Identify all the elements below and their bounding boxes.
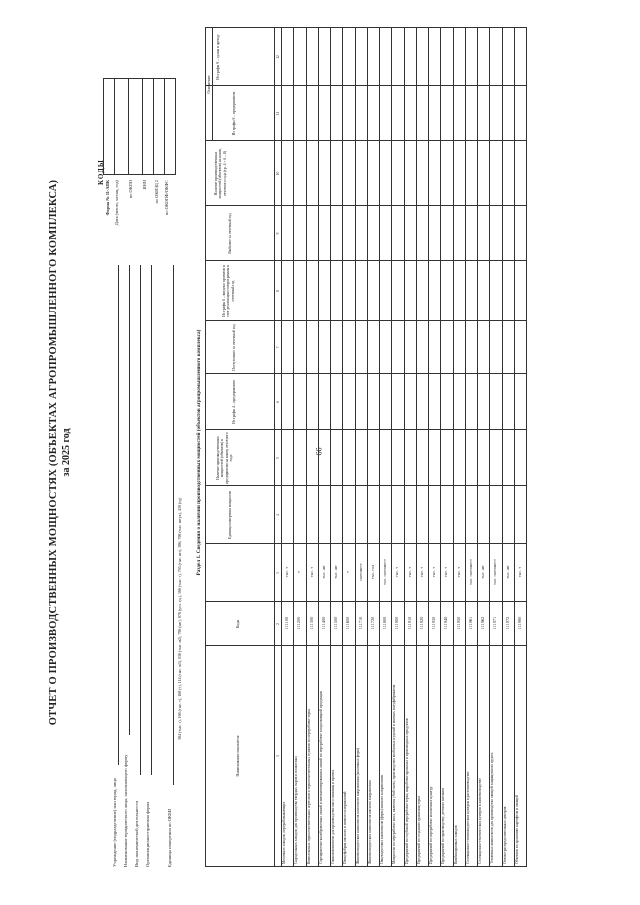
row-unit: тыс. т bbox=[443, 566, 449, 578]
header-field-line bbox=[151, 265, 152, 775]
table-row-line bbox=[391, 28, 392, 866]
table-row-line bbox=[416, 28, 417, 866]
row-code: 111800 bbox=[382, 616, 388, 630]
row-code: 111971 bbox=[492, 616, 498, 630]
row-name: Животноводческих комплексов молочного направления (молочных ферм) bbox=[355, 747, 360, 864]
column-number: 7 bbox=[276, 346, 280, 349]
codes-box-line bbox=[114, 79, 115, 174]
codes-box-line bbox=[153, 79, 154, 174]
header-field-line bbox=[118, 265, 119, 765]
column-number: 5 bbox=[276, 457, 280, 459]
table-row-line bbox=[306, 28, 307, 866]
row-code: 111910 bbox=[406, 616, 412, 630]
row-name: Комплексных зерноочистительных агрегатов и зерноочистительных пунктов по переработке зерна bbox=[306, 708, 311, 864]
table-row-line bbox=[379, 28, 380, 866]
row-unit: т bbox=[345, 571, 351, 573]
row-unit: тыс. т bbox=[308, 566, 314, 578]
row-code: 111940 bbox=[443, 616, 449, 630]
codes-box-line bbox=[128, 79, 129, 174]
row-unit: тыс. шт bbox=[504, 565, 510, 579]
row-code: 111900 bbox=[394, 616, 400, 630]
column-number: 10 bbox=[276, 171, 280, 176]
row-name: Птицефабрик мясного и яичного направлений bbox=[343, 791, 348, 864]
row-name: Предприятий по переработке масличных культур bbox=[429, 786, 433, 864]
codes-row-label: по ОКПО bbox=[128, 180, 133, 199]
table-row-line bbox=[367, 28, 368, 866]
row-name: Животноводческих комплексов мясного направления bbox=[367, 780, 372, 864]
row-code: 111600 bbox=[345, 616, 351, 630]
table-row-line bbox=[465, 28, 466, 866]
col-header-code: Коды bbox=[236, 619, 240, 629]
row-unit: тыс. шт bbox=[480, 565, 486, 579]
row-name: Овцеводческих комплексов (ферм) мясного направления bbox=[380, 774, 384, 864]
units-note: 384 (тыс. т), 166 (тыс. т), 168 (т), 114 (тыс. м3), 036 (тыс. м2), 796 (шт), 876 (усл. ед.), 166 (тыс. т), 795 (тыс. шт), 386, 798 (тыс. штук), 439 (ед) bbox=[177, 497, 182, 740]
header-field-label: Организационно-правовая форма bbox=[145, 801, 150, 867]
row-name: Молочных заводов, перерабатывающих bbox=[282, 801, 286, 864]
row-code: 111300 bbox=[308, 616, 314, 630]
col-header-c5: Из графы 4 – предприятием bbox=[232, 380, 236, 424]
column-number: 4 bbox=[276, 514, 280, 516]
row-unit: тыс. скотомест bbox=[492, 559, 498, 585]
row-name: Объектов по хранению картофеля и овощей bbox=[514, 795, 519, 864]
header-field-label: Наименование юридического лица, заполняющего форму bbox=[123, 754, 128, 867]
codes-title: КОДЫ bbox=[97, 159, 105, 185]
row-unit: скотомест bbox=[357, 563, 363, 581]
row-code: 111400 bbox=[320, 616, 326, 630]
form-label: Форма № 11-АПК bbox=[105, 180, 110, 216]
table-row-line bbox=[489, 28, 490, 866]
codes-row-label: Дата (число, месяц, год) bbox=[114, 180, 119, 226]
col-header-c11: Из графы 9 – сданы в аренду bbox=[216, 34, 220, 80]
codes-box-line bbox=[142, 79, 143, 174]
col-header-c4: Наличие производственных мощностей (объектов) в предприятии на конец отчетного года bbox=[216, 432, 234, 484]
row-code: 111500 bbox=[333, 616, 339, 630]
header-field-label: Вид экономической деятельности bbox=[134, 800, 139, 867]
row-code: 111100 bbox=[284, 616, 290, 630]
col-header-c9: Наличие производственных мощностей (объектов) на конец отчетного года (гр. 4 + 6 – 8) bbox=[214, 148, 227, 199]
row-code: 111720 bbox=[369, 616, 375, 630]
column-number: 8 bbox=[276, 290, 280, 292]
header-field-line bbox=[140, 265, 141, 775]
row-code: 111972 bbox=[504, 616, 510, 630]
row-unit: тыс. т bbox=[516, 566, 522, 578]
report-subtitle: за 2025 год bbox=[61, 428, 72, 477]
row-unit: тыс. скотомест bbox=[382, 559, 388, 585]
table-row-line bbox=[514, 28, 515, 866]
col-header-name: Наименование показателя bbox=[236, 735, 240, 777]
header-field-label: Единица измерения по ОКЕИ bbox=[167, 808, 172, 867]
table-row-line bbox=[453, 28, 454, 866]
col-header-c7: Из графы 6 – введено проектов в счет реализации госпрограммы в отчетный год bbox=[222, 265, 235, 317]
row-unit: тыс. т bbox=[284, 566, 290, 578]
row-name: Селекционно-генетических центров в животноводстве bbox=[478, 778, 482, 864]
row-code: 111930 bbox=[431, 616, 437, 630]
report-title: ОТЧЕТ О ПРОИЗВОДСТВЕННЫХ МОЩНОСТЯХ (ОБЪЕКТАХ АГРОПРОМЫШЛЕННОГО КОМПЛЕКСА) bbox=[48, 179, 59, 726]
column-number: 9 bbox=[276, 232, 280, 235]
row-name: Мощности по переработке мяса, включая убой скота, производство колбасных изделий и мясных полуфабрикатов bbox=[392, 684, 397, 864]
page-number: 66 bbox=[314, 447, 324, 456]
col-header-c6: Поступление за отчетный год bbox=[232, 324, 236, 371]
capacity-table bbox=[205, 27, 527, 867]
row-unit: т bbox=[296, 571, 302, 573]
row-name: Комбикормовых заводов bbox=[453, 825, 458, 864]
row-code: 111710 bbox=[357, 616, 363, 630]
header-field-label: Учреждение (подразделение) или юрид. лицо bbox=[112, 777, 117, 867]
row-name: Селекционно-семеноводческих центров в растениеводстве bbox=[465, 771, 470, 864]
row-unit: тыс. шт bbox=[320, 565, 326, 579]
row-unit: тыс. шт bbox=[333, 565, 339, 579]
table-row-line bbox=[440, 28, 441, 866]
table-row-line bbox=[477, 28, 478, 866]
col-header-unit: Единица измерения мощности bbox=[228, 490, 232, 540]
table-row-line bbox=[318, 28, 319, 866]
row-unit: тыс. т bbox=[406, 566, 412, 578]
row-unit: тыс. гол bbox=[369, 564, 375, 580]
table-row-line bbox=[428, 28, 429, 866]
row-name: Предприятий по производству детского питания bbox=[441, 787, 446, 864]
row-name: Сортировочно-калибровочных линий и автоматизированных линий по переработке плодоовощной продукции bbox=[318, 690, 323, 864]
table-row-line bbox=[342, 28, 343, 866]
table-grid-line bbox=[274, 28, 275, 866]
table-row-line bbox=[330, 28, 331, 866]
table-row-line bbox=[293, 28, 294, 866]
row-name: Сыродельных заводов для производства твердых сыров и плавленых bbox=[294, 755, 299, 864]
table-row-line bbox=[355, 28, 356, 866]
row-unit: тыс. т bbox=[455, 566, 461, 578]
codes-box-line bbox=[164, 79, 165, 174]
codes-row-label: ИНН bbox=[142, 180, 147, 190]
column-number: 6 bbox=[276, 401, 280, 403]
row-code: 111920 bbox=[418, 616, 424, 630]
codes-box bbox=[103, 78, 176, 175]
col-header-c10: Из графы 9 – предприятием bbox=[232, 91, 236, 136]
codes-row-label: по ОКОПФ/ОКФС bbox=[164, 180, 169, 215]
row-unit: тыс. т bbox=[394, 566, 400, 578]
row-code: 111200 bbox=[296, 616, 302, 630]
row-unit: тыс. скотомест bbox=[467, 559, 473, 585]
row-name: Предприятий по глубокой переработке зерна, выработке крахмала и производных продуктов bbox=[404, 718, 409, 864]
codes-row-label: по ОКВЭД 2 bbox=[154, 180, 159, 204]
column-number: 11 bbox=[276, 111, 280, 116]
row-unit: тыс. т bbox=[431, 566, 437, 578]
row-code: 111961 bbox=[467, 616, 473, 630]
col-header-group: Отношение bbox=[207, 75, 211, 94]
table-grid-line bbox=[212, 28, 213, 141]
header-field-line bbox=[173, 265, 174, 785]
column-number: 12 bbox=[276, 55, 280, 59]
row-code: 111950 bbox=[455, 616, 461, 630]
col-header-c8: Выбытие за отчетный год bbox=[228, 213, 232, 254]
section-title: Раздел 1. Сведения о наличии производственных мощностей (объектов агропромышленного комплекса) bbox=[196, 329, 202, 576]
table-row-line bbox=[502, 28, 503, 866]
column-number: 3 bbox=[276, 572, 280, 574]
column-number: 1 bbox=[276, 755, 280, 757]
row-unit: тыс. т bbox=[418, 566, 424, 578]
row-name: Свинокомплексов для производства мяса свинины и прочих bbox=[331, 769, 335, 864]
row-name: Оптово-распределительных центров bbox=[502, 806, 507, 864]
column-number: 2 bbox=[276, 623, 280, 625]
row-code: 111980 bbox=[516, 616, 522, 630]
table-row-line bbox=[404, 28, 405, 866]
row-name: Предприятий по созданию хранилищ зерна bbox=[416, 795, 421, 864]
row-code: 111962 bbox=[480, 616, 486, 630]
header-field-line bbox=[129, 265, 130, 735]
row-name: Тепличных комплексов для производства овощей защищенного грунта bbox=[490, 752, 495, 864]
